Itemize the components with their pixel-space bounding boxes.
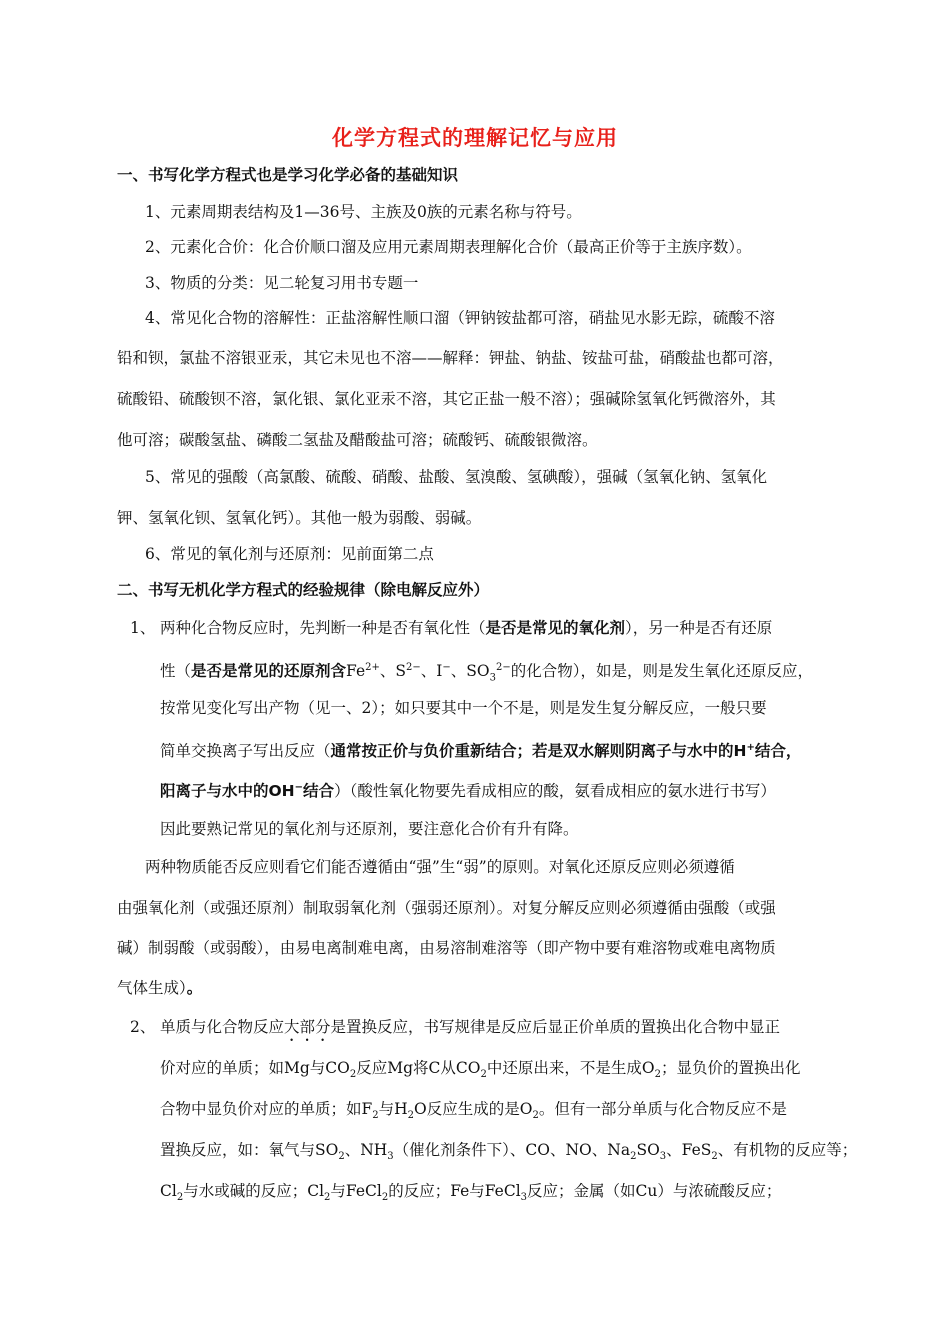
rule2-line5: $Cl_2$与水或碱的反应；$Cl_2$与FeCl$_2$的反应；Fe与FeCl$_3$反应；金属（如Cu）与浓硫酸反应； <box>160 1182 782 1204</box>
section1-item2: 2、元素化合价：化合价顺口溜及应用元素周期表理解化合价（最高正价等于主族序数）。 <box>145 238 752 256</box>
rule1-line5: 阳离子与水中的OH−结合）（酸性氧化物要先看成相应的酸，氨看成相应的氨水进行书写） <box>160 782 776 801</box>
rule1-line6: 因此要熟记常见的氧化剂与还原剂，要注意化合价有升有降。 <box>160 820 579 838</box>
principle-line4: 气体生成）。 <box>117 979 203 997</box>
section1-item1: 1、元素周期表结构及1—36号、主族及0族的元素名称与符号。 <box>145 203 582 221</box>
rule2-line3: 合物中显负价对应的单质；如$F_2$与$H_2O$反应生成的是$O_2$。但有一部分单质与化合物反应不是 <box>160 1100 787 1122</box>
rule1-line4: 简单交换离子写出反应（通常按正价与负价重新结合；若是双水解则阴离子与水中的H+结合， <box>160 742 802 761</box>
principle-line1: 两种物质能否反应则看它们能否遵循由“强”生“弱”的原则。对氧化还原反应则必须遵循 <box>145 858 735 876</box>
section1-item6: 6、常见的氧化剂与还原剂：见前面第二点 <box>145 545 434 563</box>
section1-item4-line4: 他可溶；碳酸氢盐、磷酸二氢盐及醋酸盐可溶；硫酸钙、硫酸银微溶。 <box>117 431 598 449</box>
rule2-line4: 置换反应，如：氧气与$SO_2$、$NH_3$（催化剂条件下）、CO、NO、$Na_2SO_3$、FeS$_2$、有机物的反应等； <box>160 1141 858 1163</box>
rule1-line2: 性（是否是常见的还原剂含$Fe^{2+}$、$S^{2-}$、I−、$SO_3^{2-}$的化合物），如是，则是发生氧化还原反应， <box>160 662 813 684</box>
section1-item3: 3、物质的分类：见二轮复习用书专题一 <box>145 274 419 292</box>
rule1-number: 1、 <box>130 619 156 637</box>
rule2-line2: 价对应的单质；如Mg与$CO_2$反应Mg将C从$CO_2$中还原出来，不是生成$O_2$；显负价的置换出化 <box>160 1059 801 1081</box>
section2-heading: 二、书写无机化学方程式的经验规律（除电解反应外） <box>117 581 490 599</box>
section1-item4-line1: 4、常见化合物的溶解性：正盐溶解性顺口溜（钾钠铵盐都可溶，硝盐见水影无踪，硫酸不溶 <box>145 309 775 327</box>
principle-line3: 碱）制弱酸（或弱酸），由易电离制难电离，由易溶制难溶等（即产物中要有难溶物或难电离物质 <box>117 939 776 957</box>
section1-item5-line2: 钾、氢氧化钡、氢氧化钙）。其他一般为弱酸、弱碱。 <box>117 509 482 527</box>
rule2-line1: 单质与化合物反应大部分是置换反应，书写规律是反应后显正价单质的置换出化合物中显正 <box>160 1018 781 1036</box>
rule2-number: 2、 <box>130 1018 156 1036</box>
section1-item4-line3: 硫酸铅、硫酸钡不溶，氯化银、氯化亚汞不溶，其它正盐一般不溶）；强碱除氢氧化钙微溶外，其 <box>117 390 776 408</box>
rule1-line1: 两种化合物反应时，先判断一种是否有氧化性（是否是常见的氧化剂），另一种是否有还原 <box>160 619 773 637</box>
rule1-line3: 按常见变化写出产物（见一、2）；如只要其中一个不是，则是发生复分解反应，一般只要 <box>160 699 767 717</box>
section1-item5-line1: 5、常见的强酸（高氯酸、硫酸、硝酸、盐酸、氢溴酸、氢碘酸），强碱（氢氧化钠、氢氧化 <box>145 468 768 486</box>
section1-heading: 一、书写化学方程式也是学习化学必备的基础知识 <box>117 166 459 184</box>
document-title: 化学方程式的理解记忆与应用 <box>332 126 618 150</box>
section1-item4-line2: 铅和钡，氯盐不溶银亚汞，其它未见也不溶——解释：钾盐、钠盐、铵盐可盐，硝酸盐也都可溶， <box>117 349 784 367</box>
emphasis-text: 大部分 <box>284 1018 331 1036</box>
principle-line2: 由强氧化剂（或强还原剂）制取弱氧化剂（强弱还原剂）。对复分解反应则必须遵循由强酸（或强 <box>117 899 776 917</box>
